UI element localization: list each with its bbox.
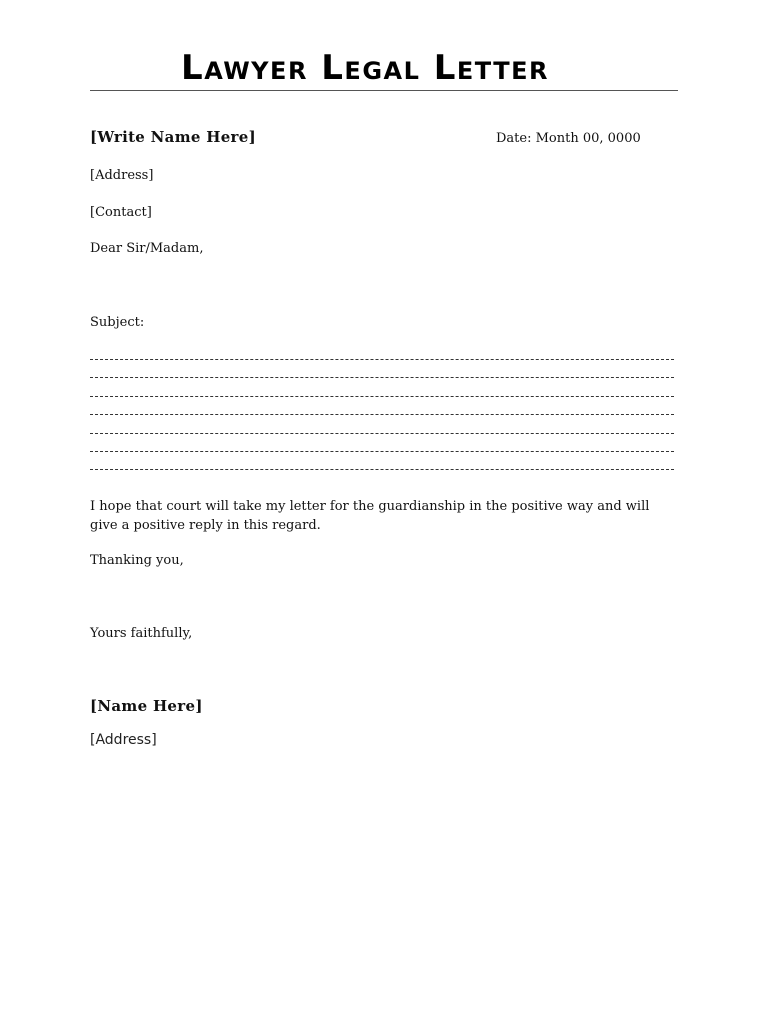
blank-line [90, 469, 674, 470]
letter-date: Date: Month 00, 0000 [496, 131, 641, 146]
blank-line [90, 377, 674, 378]
blank-line [90, 396, 674, 397]
document-title: Lawyer Legal Letter [181, 48, 549, 88]
thanks-line: Thanking you, [90, 553, 184, 568]
salutation: Dear Sir/Madam, [90, 241, 204, 256]
body-paragraph: I hope that court will take my letter for the guardianship in the positive way and will give a positive reply in this regard. [90, 499, 650, 533]
signature-address: [Address] [90, 732, 157, 748]
title-divider [90, 90, 678, 91]
signature-name: [Name Here] [90, 697, 203, 715]
blank-line [90, 451, 674, 452]
sender-name: [Write Name Here] [90, 128, 256, 146]
closing-line: Yours faithfully, [90, 626, 193, 641]
blank-line [90, 414, 674, 415]
sender-address: [Address] [90, 168, 154, 183]
blank-line [90, 359, 674, 360]
subject-label: Subject: [90, 315, 145, 330]
sender-contact: [Contact] [90, 205, 152, 220]
blank-line [90, 433, 674, 434]
